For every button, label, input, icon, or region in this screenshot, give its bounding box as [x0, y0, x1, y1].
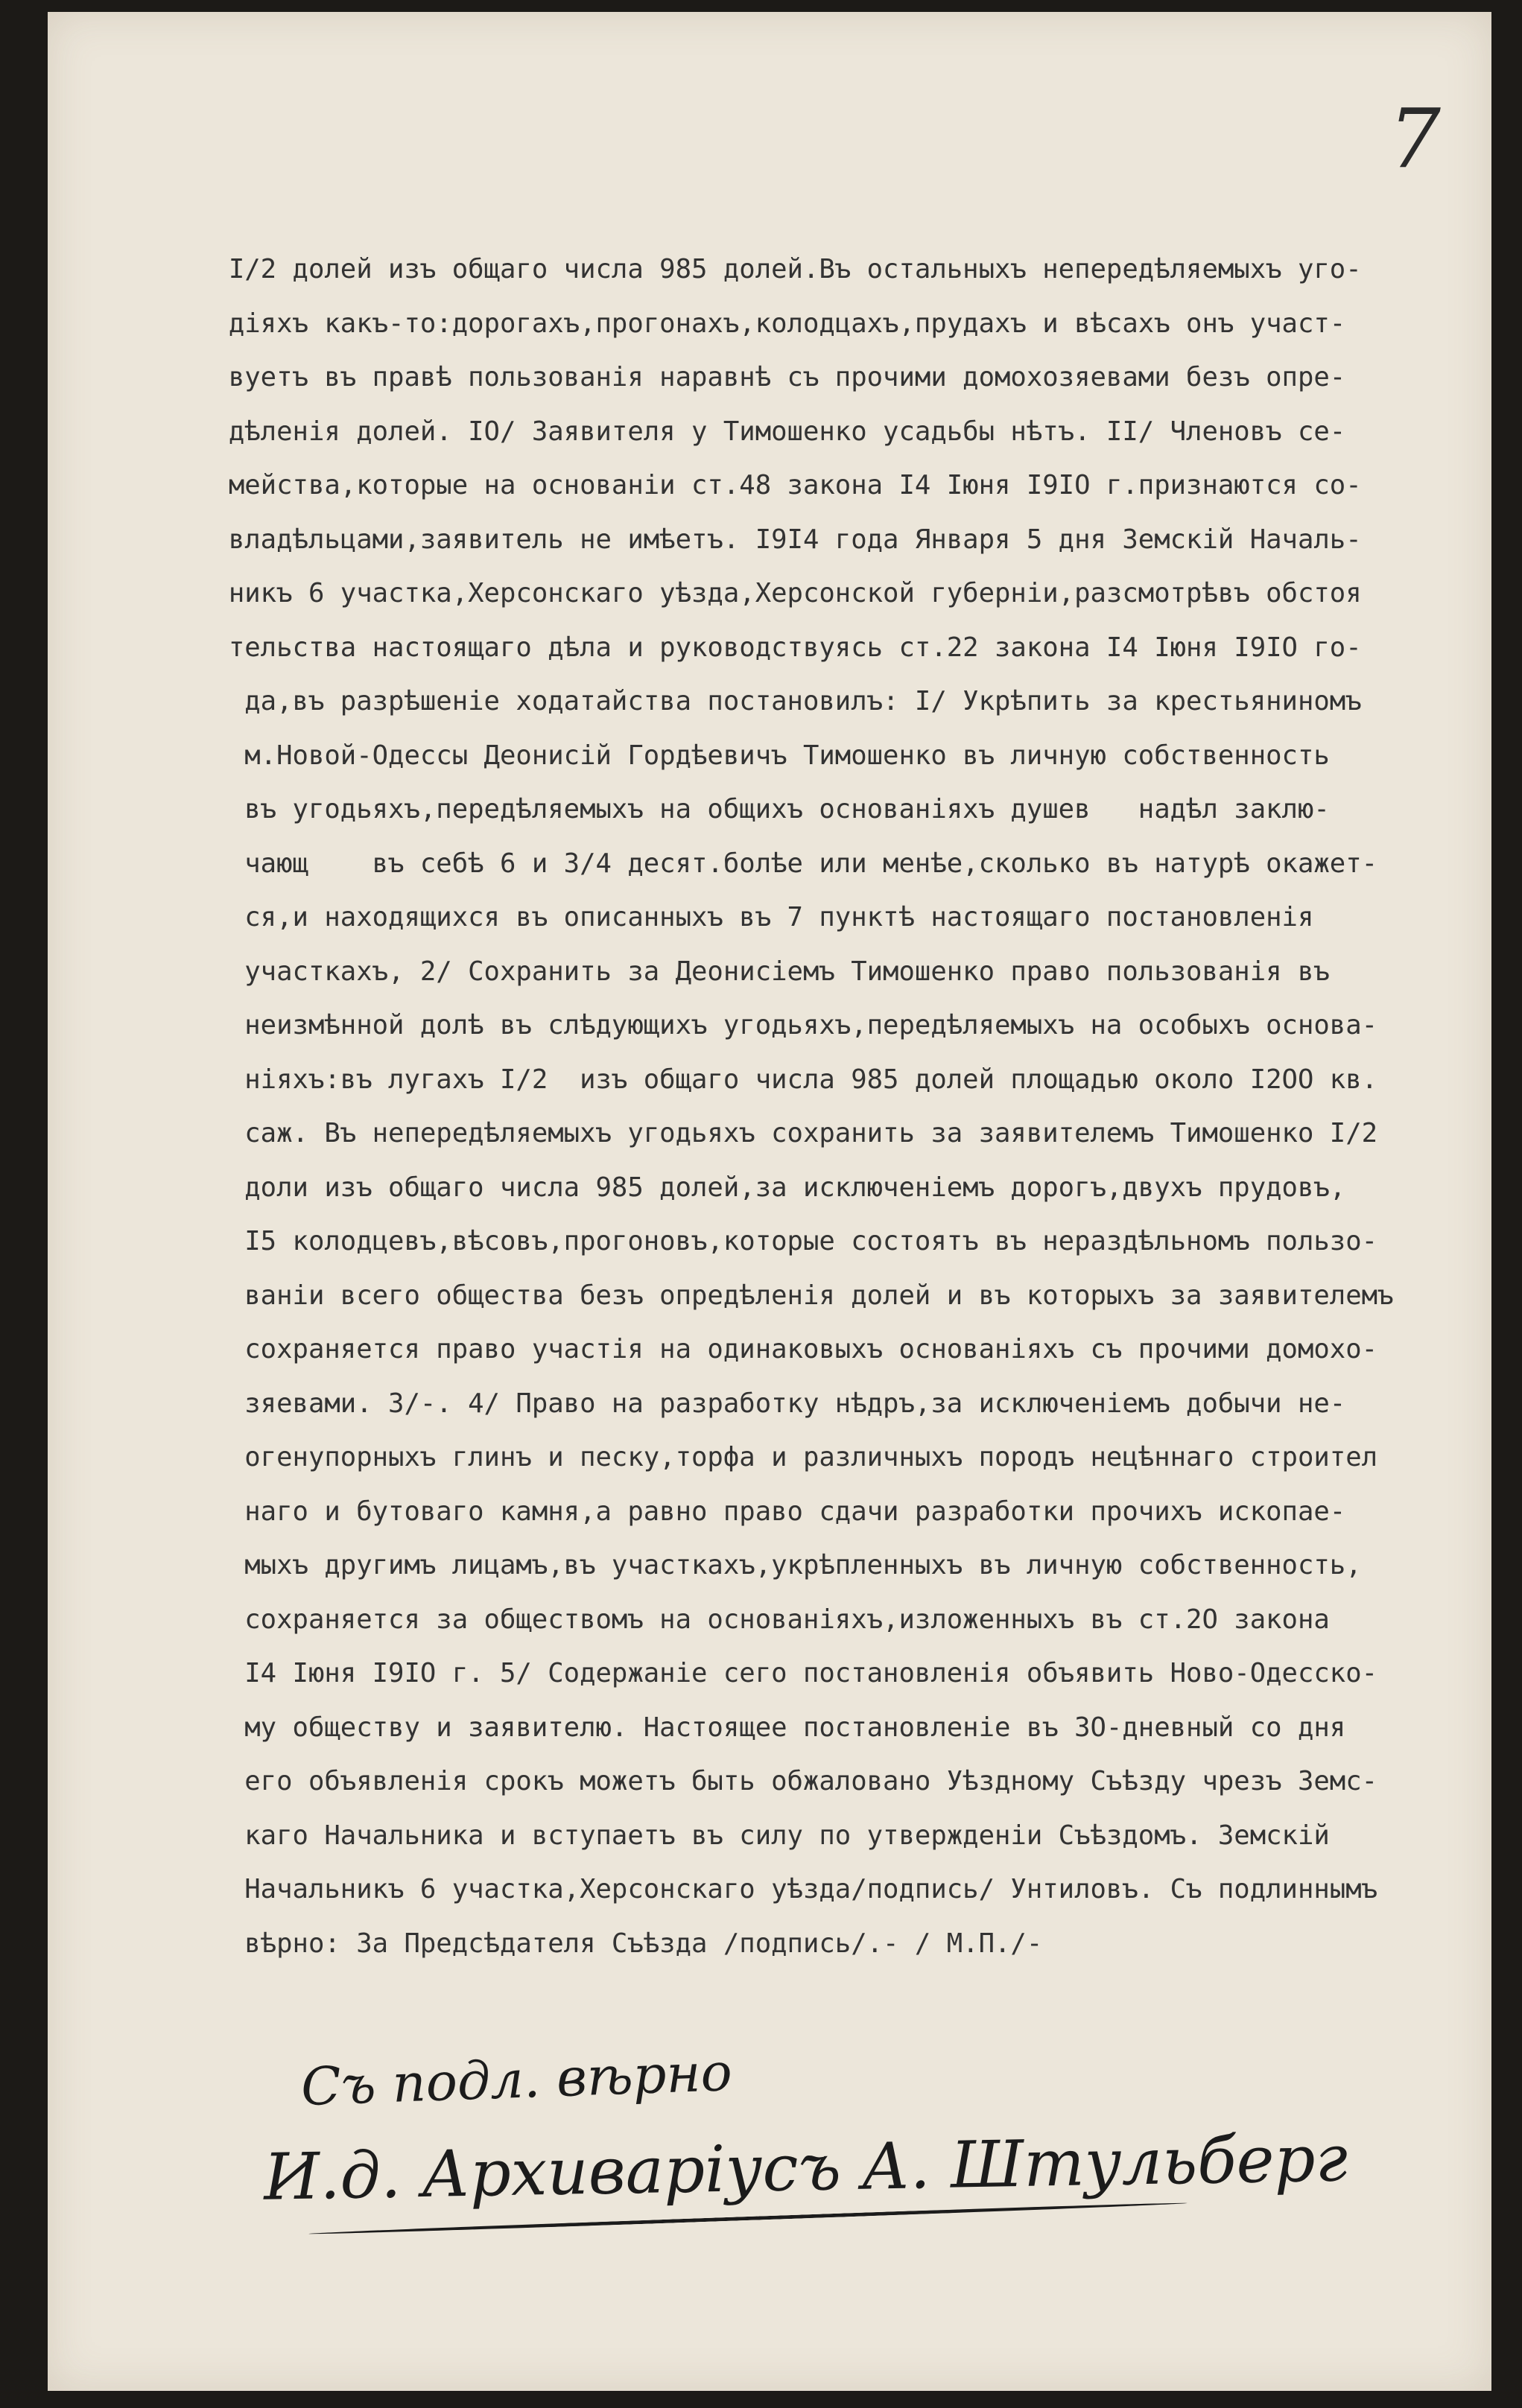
text-line: му обществу и заявителю. Настоящее постановленiе въ 3O-дневный со дня	[197, 1712, 1346, 1743]
text-line: мыхъ другимъ лицамъ,въ участкахъ,укрѣпленныхъ въ личную собственность,	[197, 1550, 1362, 1581]
text-line: наго и бутоваго камня,а равно право сдачи разработки прочихъ ископае-	[197, 1496, 1346, 1527]
text-line: огенупорныхъ глинъ и песку,торфа и различныхъ породъ нецѣннаго строител	[197, 1442, 1378, 1473]
typed-text-body	[197, 243, 1522, 1971]
text-line: вуетъ въ правѣ пользованія наравнѣ съ прочими домохозяевами безъ опре-	[197, 362, 1346, 393]
text-line: I4 Iюня I9IO г. 5/ Содержанiе сего постановленiя объявить Ново-Одесско-	[197, 1658, 1378, 1689]
text-line: сохраняется за обществомъ на основанiяхъ,изложенныхъ въ ст.2O закона	[197, 1604, 1330, 1635]
text-line: вѣрно: За Предсѣдателя Съѣзда /подпись/.- / М.П./-	[197, 1928, 1043, 1959]
handwritten-certification: Съ подл. вѣрно	[299, 2041, 733, 2118]
handwritten-signature: И.д. Архиварiусъ А. Штульберг	[263, 2121, 1348, 2215]
text-line: дѣленія долей. IO/ Заявителя у Тимошенко усадьбы нѣтъ. II/ Членовъ се-	[197, 416, 1346, 447]
text-line: да,въ разрѣшенiе ходатайства постановилъ: I/ Укрѣпить за крестьяниномъ	[197, 686, 1362, 717]
text-line: мейства,которые на основанiи ст.48 закона I4 Iюня I9IO г.признаются со-	[197, 470, 1362, 501]
text-line: ся,и находящихся въ описанныхъ въ 7 пунктѣ настоящаго постановленiя	[197, 902, 1314, 933]
text-line: нiяхъ:въ лугахъ I/2 изъ общаго числа 985 долей площадью около I2OO кв.	[197, 1064, 1378, 1095]
text-line: саж. Въ непередѣляемыхъ угодьяхъ сохранить за заявителемъ Тимошенко I/2	[197, 1118, 1378, 1149]
text-line: участкахъ, 2/ Сохранить за Деонисiемъ Тимошенко право пользованiя въ	[197, 956, 1330, 987]
text-line: никъ 6 участка,Херсонскаго уѣзда,Херсонской губернiи,разсмотрѣвъ обстоя	[197, 578, 1362, 609]
text-line: діяхъ какъ-то:дорогахъ,прогонахъ,колодцахъ,прудахъ и вѣсахъ онъ участ-	[197, 308, 1346, 339]
text-line: каго Начальника и вступаетъ въ силу по утвержденiи Съѣздомъ. Земскiй	[197, 1820, 1330, 1851]
text-line: Начальникъ 6 участка,Херсонскаго уѣзда/подпись/ Унтиловъ. Съ подлиннымъ	[197, 1874, 1378, 1905]
text-line: въ угодьяхъ,передѣляемыхъ на общихъ основанiяхъ душев надѣл заклю-	[197, 794, 1330, 825]
text-line: чающ въ себѣ 6 и 3/4 десят.болѣе или менѣе,сколько въ натурѣ окажет-	[197, 848, 1378, 879]
document-page	[48, 12, 1491, 2391]
text-line: тельства настоящаго дѣла и руководствуясь ст.22 закона I4 Iюня I9IO го-	[197, 632, 1362, 663]
text-line: зяевами. 3/-. 4/ Право на разработку нѣдръ,за исключенiемъ добычи не-	[197, 1388, 1346, 1419]
text-line: владѣльцами,заявитель не имѣетъ. I9I4 года Января 5 дня Земскiй Началь-	[197, 524, 1362, 555]
text-line: I5 колодцевъ,вѣсовъ,прогоновъ,которые состоятъ въ нераздѣльномъ пользо-	[197, 1226, 1378, 1257]
text-line: его объявленiя срокъ можетъ быть обжаловано Уѣздному Съѣзду чрезъ Земс-	[197, 1766, 1378, 1797]
text-line: м.Новой-Одессы Деонисiй Гордѣевичъ Тимошенко въ личную собственность	[197, 740, 1330, 771]
text-line: неизмѣнной долѣ въ слѣдующихъ угодьяхъ,передѣляемыхъ на особыхъ основа-	[197, 1010, 1378, 1041]
page-number: 7	[1389, 91, 1441, 186]
text-line: доли изъ общаго числа 985 долей,за исключенiемъ дорогъ,двухъ прудовъ,	[197, 1172, 1346, 1203]
text-line: ванiи всего общества безъ опредѣленiя долей и въ которыхъ за заявителемъ	[197, 1280, 1394, 1311]
text-line: сохраняется право участiя на одинаковыхъ основанiяхъ съ прочими домохо-	[197, 1334, 1378, 1365]
text-line: I/2 долей изъ общаго числа 985 долей.Въ остальныхъ непередѣляемыхъ уго-	[197, 254, 1362, 285]
